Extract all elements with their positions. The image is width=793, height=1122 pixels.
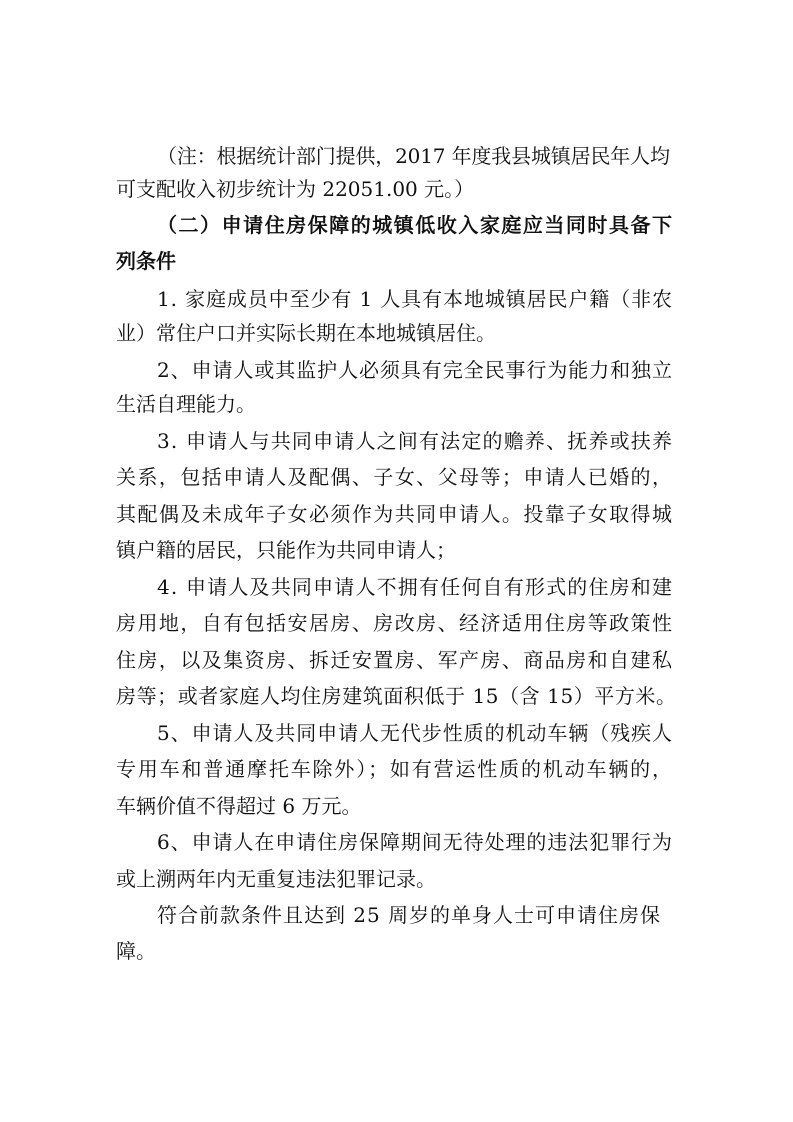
item-3-line-3: 其配偶及未成年子女必须作为共同申请人。投靠子女取得城 (116, 502, 674, 526)
item-6-line-2: 或上溯两年内无重复违法犯罪记录。 (116, 867, 436, 891)
section-heading-line-2: 列条件 (116, 249, 176, 273)
item-4-line-1: 4. 申请人及共同申请人不拥有任何自有形式的住房和建 (157, 575, 674, 599)
note-line-1: （注：根据统计部门提供，2017 年度我县城镇居民年人均 (157, 144, 670, 168)
item-4-line-4: 房等；或者家庭人均住房建筑面积低于 15（含 15）平方米。 (116, 684, 677, 708)
item-3-line-2: 关系，包括申请人及配偶、子女、父母等；申请人已婚的， (116, 465, 674, 489)
item-1-line-2: 业）常住户口并实际长期在本地城镇居住。 (116, 321, 496, 345)
item-5-line-3: 车辆价值不得超过 6 万元。 (116, 794, 362, 818)
item-3-line-1: 3. 申请人与共同申请人之间有法定的赡养、抚养或扶养 (157, 429, 674, 453)
item-4-line-2: 房用地，自有包括安居房、房改房、经济适用住房等政策性 (116, 611, 674, 635)
closing-line-2: 障。 (116, 939, 156, 963)
item-1-line-1: 1. 家庭成员中至少有 1 人具有本地城镇居民户籍（非农 (157, 287, 673, 311)
section-heading-line-1: （二）申请住房保障的城镇低收入家庭应当同时具备下 (157, 213, 674, 237)
note-line-2: 可支配收入初步统计为 22051.00 元。） (116, 177, 475, 201)
item-5-line-2: 专用车和普通摩托车除外）；如有营运性质的机动车辆的， (116, 757, 674, 781)
item-2-line-1: 2、申请人或其监护人必须具有完全民事行为能力和独立 (157, 358, 673, 382)
item-5-line-1: 5、申请人及共同申请人无代步性质的机动车辆（残疾人 (157, 721, 673, 745)
item-3-line-4: 镇户籍的居民，只能作为共同申请人； (116, 538, 456, 562)
item-2-line-2: 生活自理能力。 (116, 392, 256, 416)
item-6-line-1: 6、申请人在申请住房保障期间无待处理的违法犯罪行为 (157, 830, 673, 854)
item-4-line-3: 住房，以及集资房、拆迁安置房、军产房、商品房和自建私 (116, 648, 674, 672)
closing-line-1: 符合前款条件且达到 25 周岁的单身人士可申请住房保 (157, 903, 661, 927)
